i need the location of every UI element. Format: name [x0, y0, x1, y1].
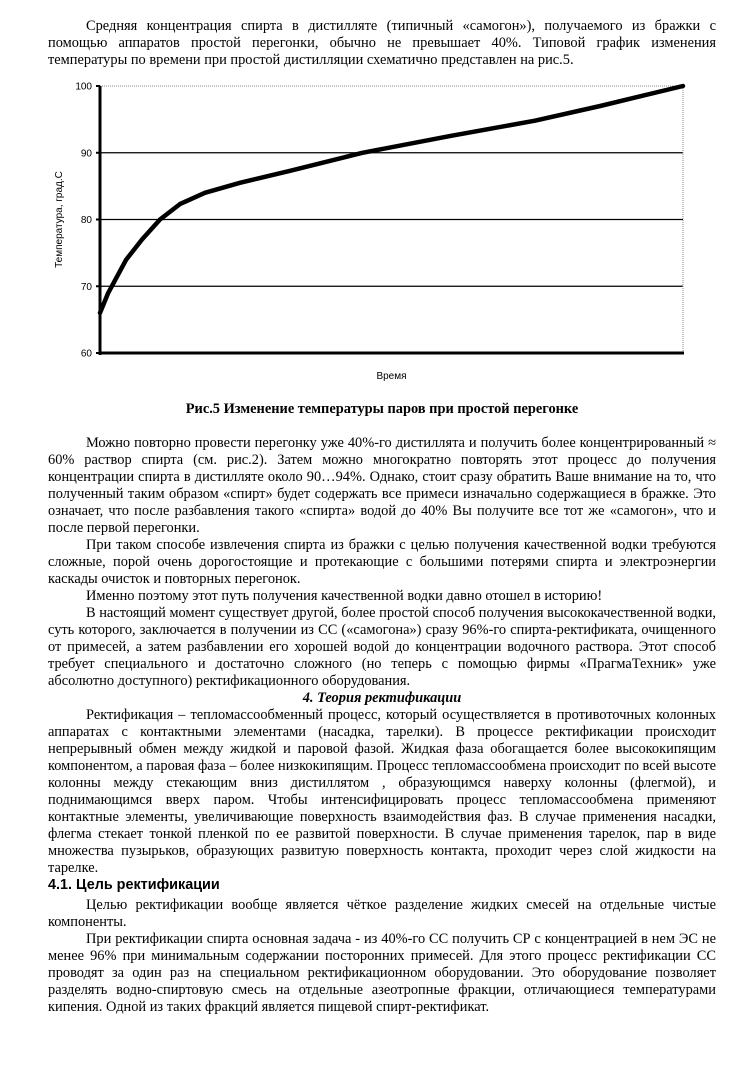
- paragraph-history: Именно поэтому этот путь получения качественной водки давно отошел в историю!: [86, 588, 603, 604]
- y-axis-label: Температура, град.С: [54, 171, 65, 268]
- paragraph-goal: Целью ректификации вообще является чёткое разделение жидких смесей на отдельные чистые компоненты.: [48, 897, 716, 930]
- paragraph-theory: Ректификация – тепломассообменный процесс, который осуществляется в противоточных колонных аппаратах с контактными элементами (насадка, тарелки). В процессе ректификации происходит непрерывный обмен между жидкой и паровой фазой. Жидкая фаза обогащается более высококипящим компонентом, а паровая фаза – более низкокипящим. Процесс тепломассообмена происходит по всей высоте колонны между стекающим вниз дистиллятом , образующимся наверху колонны (флегмой), и поднимающимся вверх паром. Чтобы интенсифицировать процесс тепломассообмена применяют контактные элементы, увеличивающие поверхность взаимодействия фаз. В случае применения насадки, флегма стекает тонкой пленкой по ее развитой поверхности. В случае применения тарелок, пар в виде множества пузырьков, образующих развитую поверхность контакта, проходит через слой жидкости на тарелке.: [48, 707, 716, 876]
- chart-svg: [48, 76, 716, 388]
- paragraph-modern-method: В настоящий момент существует другой, более простой способ получения высококачественной водки, суть которого, заключается в получении из СС («самогона») сразу 96%-го спирта-ректификата, очищенного от примесей, а затем разбавлении его хорошей водой до концентрации водочного раствора. Этот способ требует специального и достаточно сложного (но теперь с помощью фирмы «ПрагмаТехник» уже абсолютно доступного) ректификационного оборудования.: [48, 605, 716, 689]
- y-tick-label-100: 100: [75, 81, 92, 93]
- series-line-temperature: [100, 86, 683, 313]
- intro-paragraph: Средняя концентрация спирта в дистилляте (типичный «самогон»), получаемого из бражки с помощью аппаратов простой перегонки, обычно не превышает 40%. Типовой график изменения температуры по времени при простой дистилляции схематично представлен на рис.5.: [48, 18, 716, 68]
- y-tick-label-60: 60: [80, 348, 92, 360]
- chart-gridlines: [100, 153, 683, 287]
- section-title-theory: 4. Теория ректификации: [302, 690, 462, 706]
- figure-caption: Рис.5 Изменение температуры паров при простой перегонке: [185, 401, 579, 417]
- x-axis-label: Время: [376, 371, 407, 382]
- y-tick-label-80: 80: [80, 215, 92, 226]
- y-tick-label-90: 90: [80, 148, 92, 160]
- paragraph-main-task: При ректификации спирта основная задача - из 40%-го СС получить СР с концентрацией в нем ЭС не менее 96% при минимальным содержании посторонних примесей. Для этого процесс ректификации СС проводят за один раз на специальном ректификационном оборудовании. Это оборудование позволяет разделять водно-спиртовую смесь на отдельные азеотропные фракции, отличающиеся температурами кипения. Одной из таких фракций является пищевой спирт-ректификат.: [48, 931, 716, 1015]
- paragraph-repeat-distillation: Можно повторно провести перегонку уже 40%-го дистиллята и получить более концентрированный ≈ 60% раствор спирта (см. рис.2). Затем можно многократно повторять этот процесс до получения концентрации спирта в дистилляте около 90…94%. Однако, стоит сразу обратить Ваше внимание на то, что полученный таким образом «спирт» будет содержать все примеси изначально содержащиеся в бражке. Это означает, что после разбавления такого «спирта» водой до 40% Вы получите все тот же «самогон», что и после первой перегонки.: [48, 435, 716, 536]
- y-axis-ticks: [75, 82, 100, 360]
- y-tick-label-70: 70: [80, 281, 92, 293]
- subsection-text-block: [48, 897, 716, 1016]
- subsection-title: 4.1. Цель ректификации: [48, 877, 220, 893]
- chart-frame: [100, 86, 684, 355]
- paragraph-cleaning-cascades: При таком способе извлечения спирта из бражки с целью получения качественной водки требуются сложные, порой очень дорогостоящие и протекающие с большими потерями спирта и электроэнергии каскады очисток и повторных перегонок.: [48, 537, 716, 587]
- temperature-chart: [48, 76, 716, 388]
- main-text-block: [48, 435, 716, 877]
- intro-paragraph-block: [48, 18, 716, 69]
